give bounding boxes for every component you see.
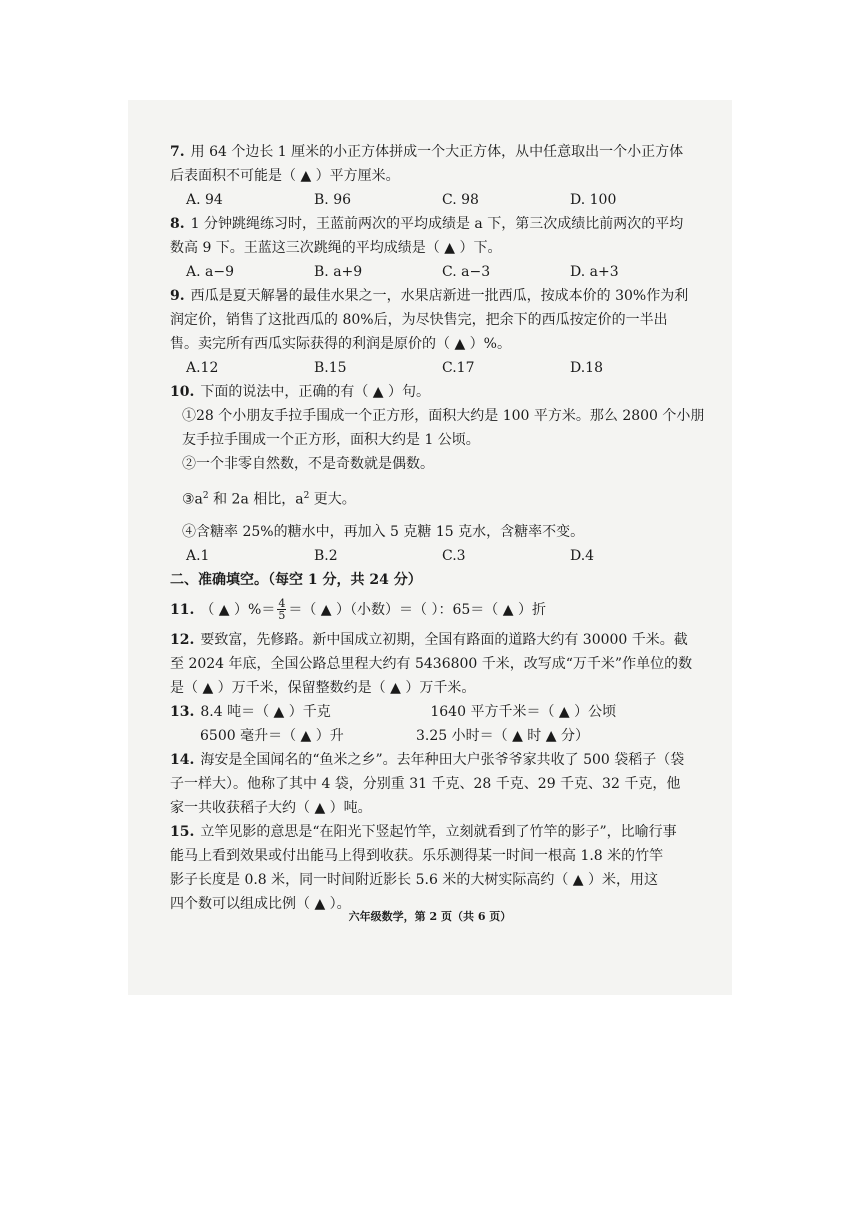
conversion-a: 8.4 吨＝（ ▲ ）千克	[200, 703, 331, 720]
question-15	[170, 820, 710, 916]
options	[186, 188, 710, 212]
question-8	[170, 212, 710, 284]
statement-1-cont: 友手拉手围成一个正方形，面积大约是 1 公顷。	[182, 432, 480, 448]
question-14	[170, 748, 710, 820]
question-9	[170, 284, 710, 380]
question-text: （ ▲ ）%＝	[200, 601, 276, 618]
section-heading: 二、准确填空。（每空 1 分，共 24 分）	[170, 571, 422, 588]
statement-1: ①28 个小朋友手拉手围成一个正方形，面积大约是 100 平方米。那么 2800 个小朋	[182, 408, 705, 424]
option-d: D.4	[570, 547, 595, 564]
question-text: 是（ ▲ ）万千米，保留整数约是（ ▲ ）万千米。	[170, 679, 476, 696]
question-text: 用 64 个边长 1 厘米的小正方体拼成一个大正方体，从中任意取出一个小正方体	[190, 144, 684, 160]
option-d: D.18	[570, 360, 603, 376]
question-text: 至 2024 年底，全国公路总里程大约有 5436800 千米，改写成“万千米”作单位的数	[170, 655, 693, 672]
page-footer: 六年级数学，第 2 页（共 6 页）	[348, 910, 512, 923]
question-11	[170, 598, 710, 622]
options	[186, 260, 710, 284]
question-10	[170, 380, 710, 568]
fraction-numerator: 4	[278, 597, 286, 611]
statement-2: ②一个非零自然数，不是奇数就是偶数。	[182, 456, 434, 472]
option-b: B. a+9	[314, 264, 363, 280]
question-7	[170, 140, 710, 212]
exam-content	[170, 140, 710, 916]
question-text: 家一共收获稻子大约（ ▲ ）吨。	[170, 799, 372, 816]
question-text: 立竿见影的意思是“在阳光下竖起竹竿，立刻就看到了竹竿的影子”，比喻行事	[200, 823, 677, 840]
question-number: 10.	[170, 384, 195, 400]
question-text: 能马上看到效果或付出能马上得到收获。乐乐测得某一时间一根高 1.8 米的竹竿	[170, 847, 664, 864]
option-b: B. 96	[314, 192, 352, 208]
question-13	[170, 700, 710, 748]
fraction-denominator: 5	[278, 609, 286, 623]
question-text: 影子长度是 0.8 米，同一时间附近影长 5.6 米的大树实际高约（ ▲ ）米，用这	[170, 871, 658, 888]
question-text: 四个数可以组成比例（ ▲ ）。	[170, 895, 351, 912]
option-c: C.17	[442, 360, 475, 376]
question-text: 1 分钟跳绳练习时，王蓝前两次的平均成绩是 a 下，第三次成绩比前两次的平均	[190, 216, 684, 232]
question-text: ＝（ ▲ ）（小数）＝（ ）：65＝（ ▲ ）折	[288, 601, 546, 618]
question-number: 7.	[170, 144, 185, 160]
conversion-b: 1640 平方千米＝（ ▲ ）公顷	[430, 703, 617, 720]
question-text: 润定价，销售了这批西瓜的 80%后，为尽快售完，把余下的西瓜按定价的一半出	[170, 312, 668, 328]
statement-4: ④含糖率 25%的糖水中，再加入 5 克糖 15 克水，含糖率不变。	[182, 523, 585, 540]
option-d: D. 100	[570, 192, 617, 208]
conversion-c: 6500 毫升＝（ ▲ ）升	[200, 727, 344, 744]
question-text: 要致富，先修路。新中国成立初期，全国有路面的道路大约有 30000 千米。截	[200, 631, 688, 648]
option-a: A.1	[186, 547, 210, 564]
question-12	[170, 628, 710, 700]
option-d: D. a+3	[570, 264, 619, 280]
option-a: A. 94	[186, 192, 223, 208]
option-b: B.2	[314, 547, 338, 564]
options	[186, 544, 710, 568]
option-a: A. a−9	[186, 264, 234, 280]
question-number: 8.	[170, 216, 185, 232]
option-c: C. 98	[442, 192, 479, 208]
conversion-d: 3.25 小时＝（ ▲ 时 ▲ 分）	[416, 727, 589, 744]
question-number: 13.	[170, 703, 195, 720]
option-c: C.3	[442, 547, 466, 564]
fraction	[277, 598, 286, 621]
question-number: 9.	[170, 288, 185, 304]
question-text: 下面的说法中，正确的有（ ▲ ）句。	[200, 384, 431, 400]
question-text: 海安是全国闻名的“鱼米之乡”。去年种田大户张爷爷家共收了 500 袋稻子（袋	[200, 751, 685, 768]
option-c: C. a−3	[442, 264, 491, 280]
option-a: A.12	[186, 360, 219, 376]
question-text: 售。卖完所有西瓜实际获得的利润是原价的（ ▲ ）%。	[170, 336, 511, 352]
question-text: 数高 9 下。王蓝这三次跳绳的平均成绩是（ ▲ ）下。	[170, 240, 502, 256]
option-b: B.15	[314, 360, 347, 376]
question-text: 后表面积不可能是（ ▲ ）平方厘米。	[170, 168, 400, 184]
question-number: 11.	[170, 601, 195, 618]
question-text: 子一样大）。他称了其中 4 袋，分别重 31 千克、28 千克、29 千克、32 千克，他	[170, 775, 681, 792]
question-number: 15.	[170, 823, 195, 840]
question-number: 14.	[170, 751, 195, 768]
statement-3: $③a^2$ 和 2a 相比，$a^2$ 更大。	[182, 491, 356, 508]
question-text: 西瓜是夏天解暑的最佳水果之一，水果店新进一批西瓜，按成本价的 30%作为利	[190, 288, 689, 304]
options	[186, 356, 710, 380]
question-number: 12.	[170, 631, 195, 648]
